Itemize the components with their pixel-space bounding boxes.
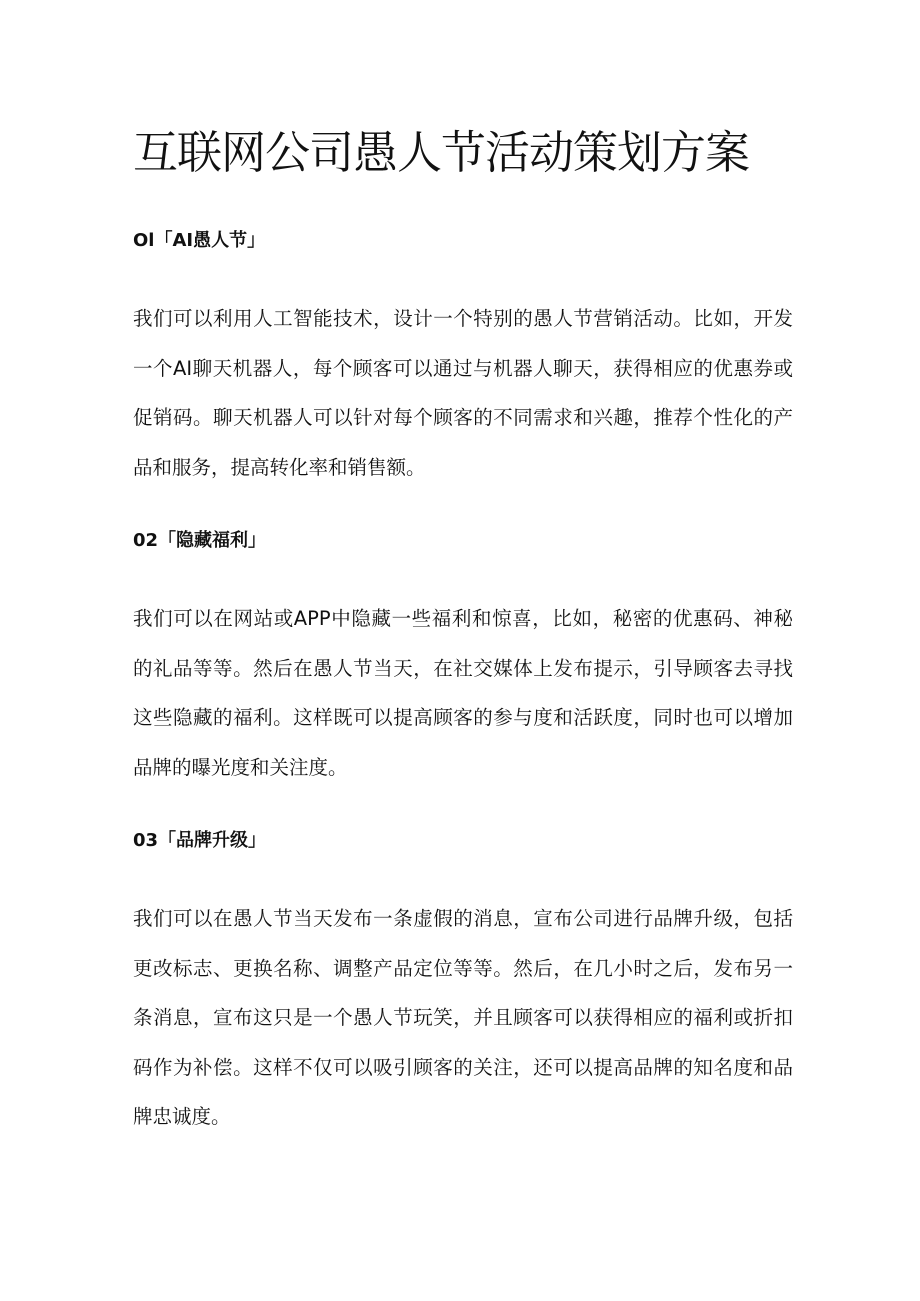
section-body: 我们可以在网站或APP中隐藏一些福利和惊喜，比如，秘密的优惠码、神秘的礼品等等。然后在愚人节当天，在社交媒体上发布提示，引导顾客去寻找这些隐藏的福利。这样既可以提高顾客的参与度和活跃度，同时也可以增加品牌的曝光度和关注度。 bbox=[133, 607, 793, 779]
section-body: 我们可以在愚人节当天发布一条虚假的消息，宣布公司进行品牌升级，包括更改标志、更换名称、调整产品定位等等。然后，在几小时之后，发布另一条消息，宣布这只是一个愚人节玩笑，并且顾客可以获得相应的福利或折扣码作为补偿。这样不仅可以吸引顾客的关注，还可以提高品牌的知名度和品牌忠诚度。 bbox=[133, 907, 793, 1128]
document-title: 互联网公司愚人节活动策划方案 bbox=[133, 126, 750, 179]
section-heading: 03「品牌升级」 bbox=[133, 830, 267, 851]
section-heading: Ol「AI愚人节」 bbox=[133, 230, 266, 251]
section-heading: 02「隐藏福利」 bbox=[133, 530, 267, 551]
section-body: 我们可以利用人工智能技术，设计一个特别的愚人节营销活动。比如，开发一个AI聊天机器人，每个顾客可以通过与机器人聊天，获得相应的优惠券或促销码。聊天机器人可以针对每个顾客的不同需求和兴趣，推荐个性化的产品和服务，提高转化率和销售额。 bbox=[133, 307, 793, 479]
